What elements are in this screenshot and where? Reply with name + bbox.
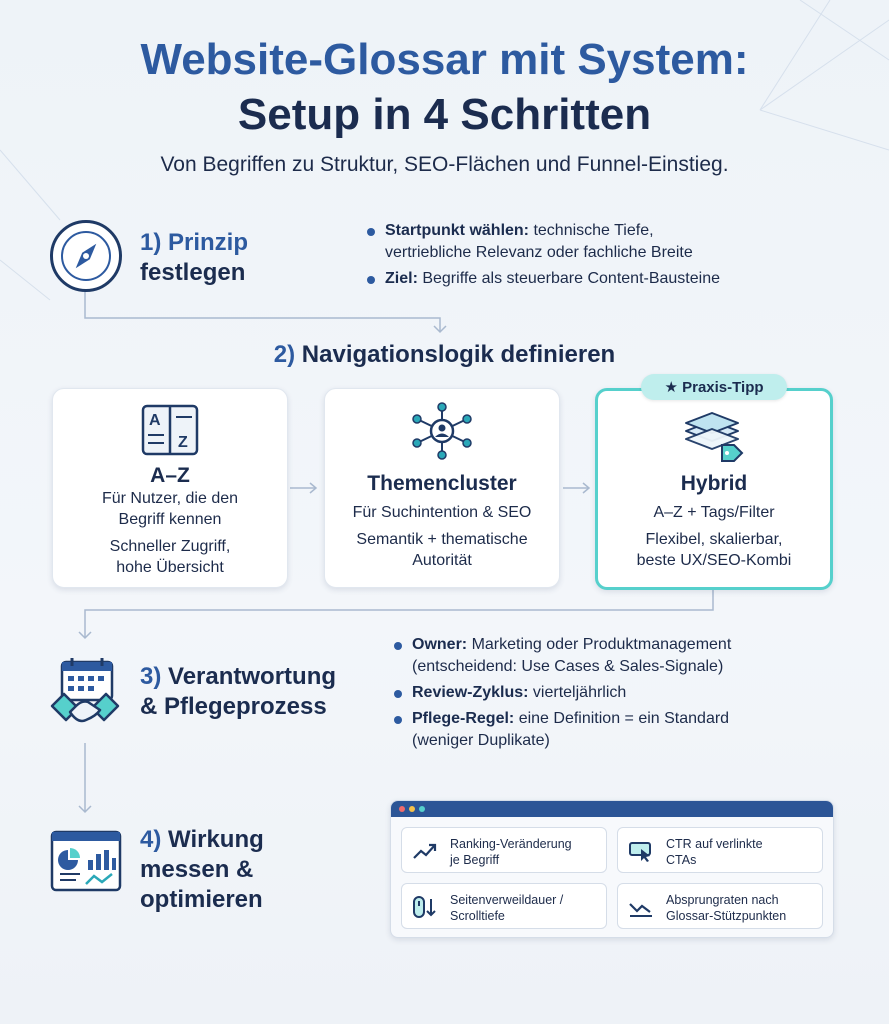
step1-title-line2: festlegen (140, 259, 246, 286)
metric-dwell-line1: Seitenverweildauer / (450, 893, 564, 907)
step3-title (140, 662, 380, 722)
metric-ctr (617, 827, 823, 873)
bullet-text: eine Definition = ein Standard (514, 710, 730, 727)
card-hybrid (595, 388, 833, 590)
card-themencluster (324, 388, 560, 588)
step4-title-line2: messen & (140, 856, 254, 883)
card-az-title: A–Z (150, 464, 190, 487)
compass-icon (50, 220, 122, 292)
card-az-line4: hohe Übersicht (116, 559, 224, 576)
page-title-line2: Setup in 4 Schritten (237, 90, 652, 139)
bullet-label: Pflege-Regel: (412, 710, 515, 727)
card-hybrid-title: Hybrid (680, 472, 748, 495)
metric-bounce-line1: Absprungraten nach (666, 893, 779, 907)
card-az-line1: Für Nutzer, die den (101, 490, 239, 507)
bullet-text: vierteljährlich (528, 684, 627, 701)
step4-title-line3: optimieren (140, 886, 263, 913)
step2-title-num: 2) (273, 341, 296, 368)
step1-bullet-start (365, 220, 865, 264)
step2-title-text: Navigationslogik definieren (295, 341, 616, 368)
metric-ranking-line2: je Begriff (450, 853, 500, 867)
network-icon (407, 401, 477, 461)
card-az-line3: Schneller Zugriff, (109, 538, 231, 555)
page-subtitle: Von Begriffen zu Struktur, SEO-Flächen und Funnel-Einstieg. (160, 153, 729, 176)
step3-bullet-rule (392, 708, 872, 752)
step4-title-num: 4) (140, 826, 162, 853)
bullet-text: Begriffe als steuerbare Content-Bausteine (417, 270, 720, 287)
metric-ranking (401, 827, 607, 873)
card-themencluster-line2: Semantik + thematische (356, 531, 528, 548)
metric-bounce (617, 883, 823, 929)
card-hybrid-line1: A–Z + Tags/Filter (653, 504, 775, 521)
bullet-text-cont: (weniger Duplikate) (412, 732, 550, 749)
step1-bullets (365, 220, 865, 294)
trend-up-icon (412, 840, 438, 862)
card-themencluster-title: Themencluster (367, 472, 517, 495)
step1-bullet-goal (365, 268, 865, 290)
step3-bullet-review (392, 682, 872, 704)
card-themencluster-line1: Für Suchintention & SEO (352, 504, 532, 521)
metric-dwell-time (401, 883, 607, 929)
window-dot-red (399, 806, 405, 812)
svg-text:Z: Z (178, 434, 188, 451)
step3-bullets (392, 634, 872, 756)
bullet-text-cont: (entscheidend: Use Cases & Sales-Signale) (412, 658, 724, 675)
window-dot-green (419, 806, 425, 812)
calendar-handshake-icon (48, 656, 122, 732)
bounce-icon (628, 896, 654, 918)
layers-tag-icon (682, 407, 746, 463)
analytics-dashboard-icon (50, 830, 122, 892)
step3-title-num: 3) (140, 663, 162, 690)
az-book-icon (140, 403, 200, 457)
scroll-icon (412, 896, 438, 918)
step4-title (140, 825, 360, 915)
card-hybrid-line2: Flexibel, skalierbar, (645, 531, 783, 548)
step3-bullet-owner (392, 634, 872, 678)
panel-titlebar (391, 801, 833, 817)
bullet-text: Marketing oder Produktmanagement (467, 636, 732, 653)
metric-bounce-line2: Glossar-Stützpunkten (666, 909, 787, 923)
metrics-panel (390, 800, 834, 938)
step1-title (140, 228, 340, 288)
step4-title-text: Wirkung (161, 826, 264, 853)
step3-title-text: Verantwortung (161, 663, 337, 690)
bullet-label: Startpunkt wählen: (385, 222, 530, 239)
step2-title (0, 340, 889, 370)
bullet-label: Ziel: (385, 270, 418, 287)
bullet-label: Review-Zyklus: (412, 684, 529, 701)
card-themencluster-line3: Autorität (412, 552, 472, 569)
svg-text:A: A (149, 412, 161, 429)
bullet-text: technische Tiefe, (529, 222, 654, 239)
cursor-click-icon (628, 840, 654, 862)
page-title-line1: Website-Glossar mit System: (140, 35, 749, 84)
card-az-line2: Begriff kennen (118, 511, 222, 528)
step1-title-line1: 1) Prinzip (140, 229, 249, 256)
step3-title-line2: & Pflegeprozess (140, 693, 327, 720)
card-az (52, 388, 288, 588)
metric-ctr-line1: CTR auf verlinkte (666, 837, 763, 851)
metric-ranking-line1: Ranking-Veränderung (450, 837, 572, 851)
metric-ctr-line2: CTAs (666, 853, 697, 867)
praxis-tipp-badge: ★ Praxis-Tipp (641, 374, 787, 400)
bullet-text-cont: vertriebliche Relevanz oder fachliche Breite (385, 244, 693, 261)
metric-dwell-line2: Scrolltiefe (450, 909, 505, 923)
card-hybrid-line3: beste UX/SEO-Kombi (636, 552, 792, 569)
window-dot-yellow (409, 806, 415, 812)
bullet-label: Owner: (412, 636, 468, 653)
